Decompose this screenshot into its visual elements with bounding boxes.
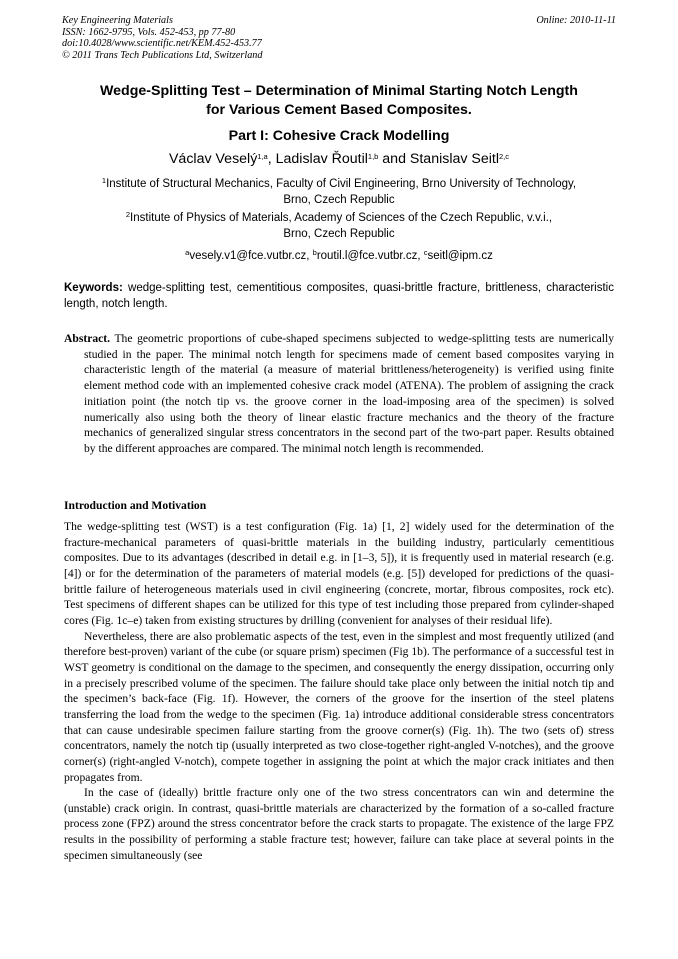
keywords-section [64, 281, 614, 312]
affiliation-1 [60, 177, 618, 208]
paragraph: The wedge-splitting test (WST) is a test configuration (Fig. 1a) [1, 2] widely used for the determination of the fracture-mechanical parameters of quasi-brittle materials in the building industry, particularly cementitious composites. Due to its advantages (described in detail e.g. in [1–3, 5]), it is frequently used in material research (e.g. [4]) or for the determination of the parameters of material models (e.g. [5]) developed for predictions of the quasi-brittle failure of heterogeneous materials used in civil engineering (concrete, mortar, fibrous composites, rock etc). Test specimens of different shapes can be utilized for this type of test including those prepared from cylinder-shaped cores (Fig. 1c–e) taken from existing structures by drilling (convenient for analyses of their residual life). [64, 520, 614, 627]
email-sup: c [423, 248, 428, 257]
title-line-2: for Various Cement Based Composites. [206, 101, 472, 118]
copyright-line: © 2011 Trans Tech Publications Ltd, Switzerland [62, 49, 263, 61]
author-sup: 1,a [257, 152, 268, 161]
abstract-section [64, 331, 614, 457]
online-date: Online: 2010-11-11 [536, 15, 616, 26]
paper-title [40, 82, 638, 119]
affiliation-sup: 1 [101, 176, 107, 185]
email-link[interactable]: vesely.v1@fce.vutbr.cz, [189, 250, 313, 262]
paper-subtitle: Part I: Cohesive Crack Modelling [228, 128, 450, 144]
affiliation-2 [60, 211, 618, 242]
author-name: Václav Veselý [168, 151, 258, 167]
author-name: Ladislav Řoutil [275, 151, 368, 167]
affiliation-city: Brno, Czech Republic [283, 193, 395, 206]
email-list [60, 249, 618, 264]
intro-body [64, 519, 614, 863]
paragraph: Nevertheless, there are also problematic aspects of the test, even in the simplest and most frequently utilized (and therefore best-proven) variant of the cube (or square prism) specimen (Fig 1b). The performance of a successful test in WST geometry is conditional on the damage to the specimen, and consequently the energy dissipation, occurring only in a precisely prescribed volume of the specimen. The failure should take place only between the initial notch tip and the specimen’s back-face (Fig. 1f). However, the corners of the groove for the insertion of the steel platens transferring the load from the wedge to the specimen (Fig. 1a) introduce additional considerable stress concentrators that can cause undesirable specimen failure starting from the groove corner(s) (Fig. 1h). The two (sets of) stress concentrators, namely the notch tip (usually interpreted as two close-together right-angled V-notches), and the groove corner(s) (right-angled V-notch), compete together in assigning the point at which the major crack initiates and then propagates from. [64, 629, 614, 784]
email-sup: b [312, 248, 317, 257]
abstract-label: Abstract. [64, 332, 111, 345]
journal-name: Key Engineering Materials [62, 15, 173, 26]
section-heading: Introduction and Motivation [64, 499, 207, 512]
title-line-1: Wedge-Splitting Test – Determination of Minimal Starting Notch Length [100, 83, 578, 99]
keywords-label: Keywords: [64, 282, 123, 294]
author-sup: 2,c [499, 152, 510, 161]
email-sup: a [185, 248, 190, 257]
keywords-text: wedge-splitting test, cementitious composites, quasi-brittle fracture, brittleness, characteristic length, notch length. [64, 282, 614, 310]
affiliation-text: Institute of Physics of Materials, Academy of Sciences of the Czech Republic, v.v.i., [130, 212, 553, 224]
author-name: Stanislav Seitl [409, 151, 500, 167]
email-link[interactable]: seitl@ipm.cz [427, 250, 493, 262]
issn-line: ISSN: 1662-9795, Vols. 452-453, pp 77-80 [62, 26, 236, 38]
doi-line: doi:10.4028/www.scientific.net/KEM.452-453.77 [62, 38, 262, 50]
affiliation-sup: 2 [125, 210, 131, 219]
author-sup: 1,b [367, 152, 379, 161]
paragraph: In the case of (ideally) brittle fracture only one of the two stress concentrators can win and determine the (unstable) crack origin. In contrast, quasi-brittle materials are characterized by the formation of a so-called fracture process zone (FPZ) around the stress concentrator before the crack starts to propagate. The existence of the large FPZ results in the possibility of performing a stable fracture test; however, failure can take place at several points in the specimen simultaneously (see [64, 786, 614, 862]
author-sep: , [267, 151, 276, 167]
abstract-text: The geometric proportions of cube-shaped specimens subjected to wedge-splitting tests are numerically studied in the paper. The minimal notch length for specimens made of cement based composites varying in characteristic length of the material (a measure of material brittleness/heterogeneity) is verified using finite element method code with an implemented cohesive crack model (ATENA). The problem of assigning the crack initiation point (the notch tip vs. the groove corner in the load-imposing area of the specimen) is solved numerically also using both the theory of linear elastic fracture mechanics and the theory of the fracture mechanics of generalized singular stress concentrators in the second part of the two-part paper. Results obtained by the different approaches are compared. The minimal notch length is recommended. [84, 332, 614, 455]
author-list [40, 150, 638, 168]
email-link[interactable]: routil.l@fce.vutbr.cz, [316, 250, 424, 262]
affiliation-text: Institute of Structural Mechanics, Faculty of Civil Engineering, Brno University of Technology, [106, 178, 577, 190]
affiliation-city: Brno, Czech Republic [283, 227, 395, 240]
journal-metadata [62, 15, 262, 61]
author-sep: and [378, 151, 410, 167]
